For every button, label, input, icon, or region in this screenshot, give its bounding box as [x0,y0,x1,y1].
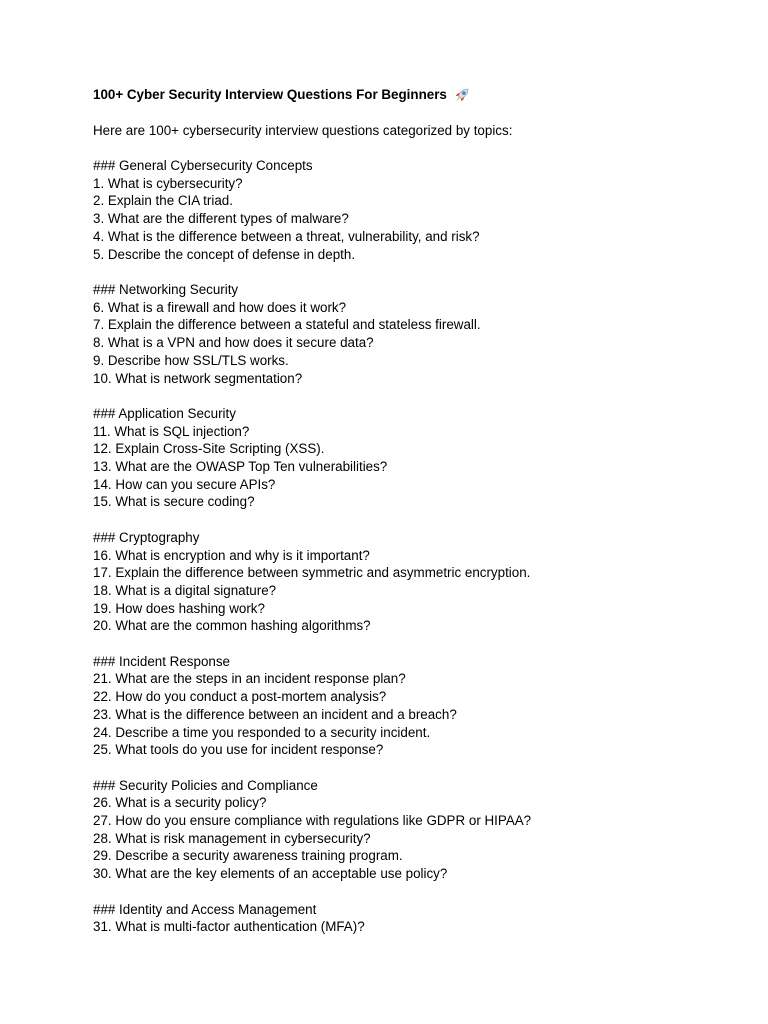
section-heading: ### Networking Security [93,281,239,297]
question-item: 31. What is multi-factor authentication (MFA)? [93,919,365,935]
question-item: 18. What is a digital signature? [93,582,277,598]
document-title: 100+ Cyber Security Interview Questions For Beginners [93,87,447,103]
question-item: 8. What is a VPN and how does it secure data? [93,335,374,351]
question-item: 15. What is secure coding? [93,494,255,510]
question-item: 14. How can you secure APIs? [93,476,276,492]
question-section [93,901,728,936]
section-heading: ### Application Security [93,405,236,421]
question-item: 11. What is SQL injection? [93,423,250,439]
section-heading: ### Incident Response [93,653,230,669]
question-item: 6. What is a firewall and how does it work? [93,299,347,315]
question-item: 27. How do you ensure compliance with regulations like GDPR or HIPAA? [93,813,532,829]
question-item: 30. What are the key elements of an acceptable use policy? [93,866,448,882]
question-item: 3. What are the different types of malware? [93,211,349,227]
question-section [93,653,728,759]
intro-text: Here are 100+ cybersecurity interview questions categorized by topics: [93,122,513,138]
section-heading: ### General Cybersecurity Concepts [93,158,313,174]
question-item: 19. How does hashing work? [93,600,265,616]
question-item: 16. What is encryption and why is it important? [93,547,370,563]
question-item: 4. What is the difference between a threat, vulnerability, and risk? [93,228,480,244]
question-item: 9. Describe how SSL/TLS works. [93,352,289,368]
question-section [93,777,728,883]
section-heading: ### Identity and Access Management [93,901,317,917]
question-section [93,405,728,511]
rocket-icon [453,86,471,104]
question-item: 12. Explain Cross-Site Scripting (XSS). [93,441,325,457]
question-item: 21. What are the steps in an incident response plan? [93,671,406,687]
question-item: 23. What is the difference between an incident and a breach? [93,706,457,722]
question-item: 22. How do you conduct a post-mortem analysis? [93,689,387,705]
section-heading: ### Security Policies and Compliance [93,777,318,793]
question-section [93,157,728,263]
question-item: 13. What are the OWASP Top Ten vulnerabilities? [93,459,388,474]
section-heading: ### Cryptography [93,529,200,545]
question-section [93,281,728,387]
sections-container [93,157,728,936]
question-item: 7. Explain the difference between a stateful and stateless firewall. [93,317,481,333]
question-item: 5. Describe the concept of defense in depth. [93,246,356,262]
question-item: 2. Explain the CIA triad. [93,193,233,209]
question-item: 17. Explain the difference between symmetric and asymmetric encryption. [93,565,531,581]
question-item: 20. What are the common hashing algorithms? [93,618,371,634]
question-item: 24. Describe a time you responded to a security incident. [93,724,431,740]
question-item: 29. Describe a security awareness training program. [93,848,403,864]
question-item: 28. What is risk management in cybersecurity? [93,830,371,846]
question-item: 25. What tools do you use for incident response? [93,742,384,758]
document-title-row [93,86,728,104]
question-item: 10. What is network segmentation? [93,370,303,386]
question-section [93,529,728,635]
question-item: 1. What is cybersecurity? [93,175,243,191]
question-item: 26. What is a security policy? [93,795,267,811]
